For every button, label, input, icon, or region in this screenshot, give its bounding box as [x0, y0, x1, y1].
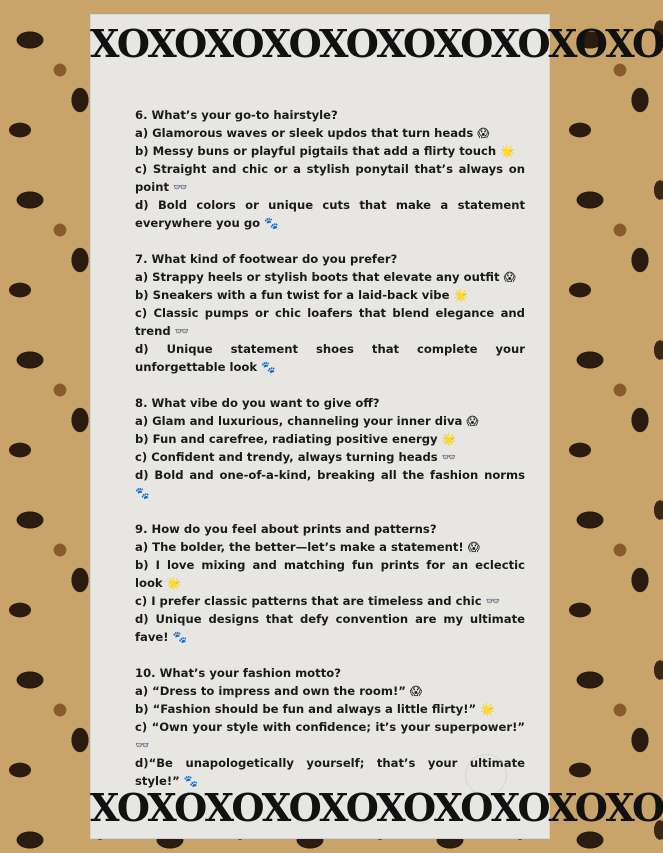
answer-option: b) Fun and carefree, radiating positive energy 🌟 [135, 432, 457, 446]
question-title: 7. What kind of footwear do you prefer? [135, 252, 398, 266]
question-title: 9. How do you feel about prints and patterns? [135, 522, 437, 536]
question-8 [135, 394, 525, 502]
question-title: 10. What’s your fashion motto? [135, 666, 341, 680]
question-9 [135, 520, 525, 646]
answer-option: b) “Fashion should be fun and always a little flirty!” 🌟 [135, 702, 495, 716]
answer-option: c) Confident and trendy, always turning heads 👓 [135, 450, 457, 464]
answer-option: c) Straight and chic or a stylish ponytail that’s always on point 👓 [135, 162, 525, 194]
question-title: 6. What’s your go-to hairstyle? [135, 108, 338, 122]
answer-option: b) Messy buns or playful pigtails that add a flirty touch 🌟 [135, 144, 515, 158]
answer-option: d)“Be unapologetically yourself; that’s your ultimate style!” 🐾 [135, 756, 525, 788]
answer-option: d) Unique statement shoes that complete your unforgettable look 🐾 [135, 342, 525, 374]
answer-option: a) Glam and luxurious, channeling your inner diva 😱 [135, 414, 479, 428]
question-7 [135, 250, 525, 376]
question-6 [135, 106, 525, 232]
answer-option: a) “Dress to impress and own the room!” 😱 [135, 684, 422, 698]
quiz-content [135, 106, 525, 808]
quiz-card [90, 14, 663, 839]
answer-option: a) Strappy heels or stylish boots that elevate any outfit 😱 [135, 270, 516, 284]
answer-option: a) Glamorous waves or sleek updos that turn heads 😱 [135, 126, 490, 140]
answer-option: d) Bold colors or unique cuts that make a statement everywhere you go 🐾 [135, 198, 525, 230]
answer-option: d) Unique designs that defy convention are my ultimate fave! 🐾 [135, 612, 525, 644]
answer-option: c) Classic pumps or chic loafers that blend elegance and trend 👓 [135, 306, 525, 338]
xoxo-header-border: XOXOXOXOXOXOXOXOXOXO [90, 21, 663, 66]
answer-option: b) I love mixing and matching fun prints for an eclectic look 🌟 [135, 558, 525, 590]
answer-option: b) Sneakers with a fun twist for a laid-back vibe 🌟 [135, 288, 468, 302]
answer-option: d) Bold and one-of-a-kind, breaking all the fashion norms 🐾 [135, 468, 525, 500]
xoxo-footer-border: XOXOXOXOXOXOXOXOXOXO [90, 785, 663, 830]
answer-option: c) “Own your style with confidence; it’s your superpower!” 👓 [135, 720, 525, 752]
question-title: 8. What vibe do you want to give off? [135, 396, 380, 410]
answer-option: c) I prefer classic patterns that are timeless and chic 👓 [135, 594, 501, 608]
answer-option: a) The bolder, the better—let’s make a statement! 😱 [135, 540, 480, 554]
